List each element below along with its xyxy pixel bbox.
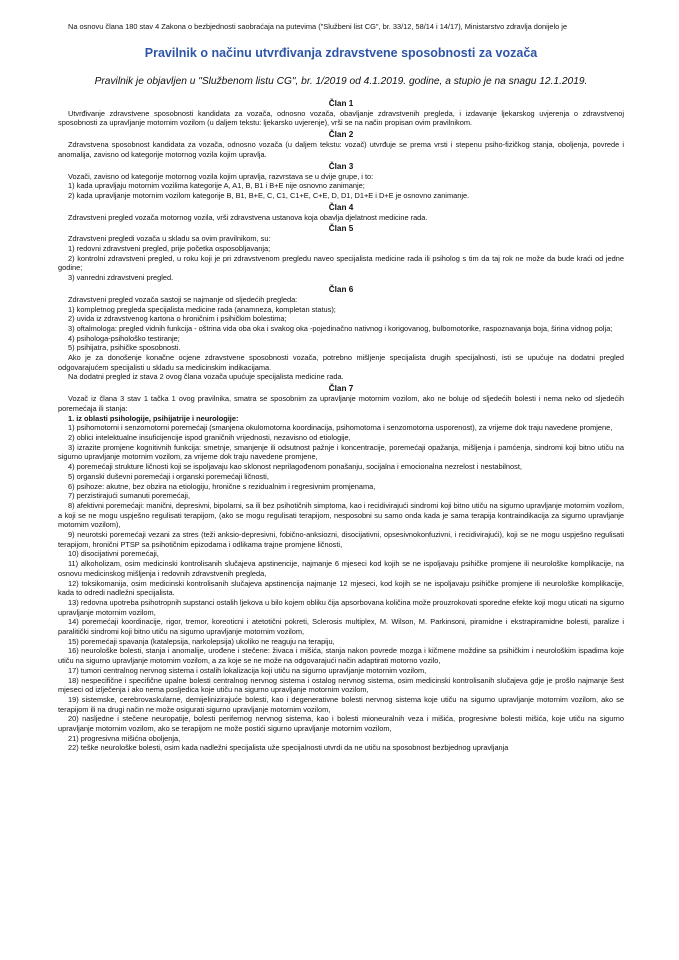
- intro-paragraph: Na osnovu člana 180 stav 4 Zakona o bezbjednosti saobraćaja na putevima ("Službeni list CG", br. 33/12, 58/14 i 14/17), Ministarstvo zdravlja donijelo je: [68, 22, 568, 31]
- list-item: 3) izrazite promjene kognitivnih funkcija: smetnje, smanjenje ili odsutnost pažnje i koncentracije, poremećaji opažanja, mišljenja i pamćenja, sindromi koji bitno utiču na sigurno upravljanje motornim vozilom, za vrijeme dok traju navedene promjene,: [58, 442, 624, 462]
- article-paragraph: 1) redovni zdravstveni pregled, prije početka osposobljavanja;: [68, 244, 271, 254]
- list-item: 15) poremećaji spavanja (katalepsija, narkolepsija) ukoliko ne reaguju na terapiju,: [68, 636, 335, 646]
- list-item: 11) alkoholizam, osim medicinski kontrolisanih slučajeva apstinencije, najmanje 6 mjeseci kod kojih se ne ispoljavaju psihičke promjene ili neurološke komplikacije, na osnovu medicinskog mišljenja i redovnih zdravstvenih pregleda,: [58, 559, 624, 578]
- article-heading: Član 6: [328, 284, 354, 294]
- article-heading: Član 1: [328, 98, 354, 108]
- list-item: 10) disocijativni poremećaji,: [68, 549, 159, 559]
- article-heading: Član 3: [328, 161, 354, 171]
- article-paragraph: Zdravstveni pregledi vozača u skladu sa ovim pravilnikom, su:: [68, 234, 271, 244]
- list-item: 17) tumori centralnog nervnog sistema i ostalih lokalizacija koji utiču na sigurno upravljanje motornim vozilom,: [68, 665, 427, 675]
- article-paragraph: 3) vanredni zdravstveni pregled.: [68, 273, 174, 283]
- articles: [58, 98, 624, 414]
- list-item: 9) neurotski poremećaji vezani za stres (teži anksio-depresivni, fobično-anksiozni, disocijativni, opsesivnokonfuzivni, i recidivirajući), koji se ne mogu uspješno regulisati terapijom, hronični PTSP sa psihotičnim epizodama i odlikama trajne promjene ličnosti,: [58, 530, 624, 549]
- article-paragraph: 1) kada upravljaju motornim vozilima kategorije A, A1, B, B1 i B+E nije osnovno zanimanje;: [68, 181, 365, 191]
- list-item: 7) perzistirajući sumanuti poremećaji,: [68, 491, 190, 501]
- article-paragraph: Ako je za donošenje konačne ocjene zdravstvene sposobnosti vozača, potrebno mišljenje specijalista drugih specijalnosti, isti se upućuje na dodatni pregled odgovarajućem specijalisti u skladu sa medicinskim indikacijama.: [58, 353, 624, 372]
- article-heading: Član 4: [328, 202, 354, 212]
- document-page: [58, 22, 624, 753]
- list-item: 12) toksikomanija, osim medicinski kontrolisanih slučajeva apstinencija najmanje 12 mjeseci, kod kojih se ne ispoljavaju psihičke promjene ili neurološke komplikacije, kada to odredi nadležni specijalista.: [58, 578, 624, 598]
- list-item: 13) redovna upotreba psihotropnih supstanci ostalih ljekova u bilo kojem obliku čija apsorbovana količina može prouzrokovati sporedne efekte koji mogu uticati na sigurno upravljanje motornim vozilom,: [58, 597, 624, 617]
- article-paragraph: 3) oftalmologa: pregled vidnih funkcija - oštrina vida oba oka i svakog oka -pojedinačno nativnog i korigovanog, bulbomotorike, raspoznavanja boja, širina vidnog polja;: [68, 323, 613, 333]
- article-paragraph: 1) kompletnog pregleda specijalista medicine rada (anamneza, kompletan status);: [68, 304, 336, 314]
- list-item: 19) sistemske, cerebrovaskularne, demijelinizirajuće bolesti, kao i degenerativne bolesti nervnog sistema koje utiču na sigurno upravljanje motornim vozilom, ako se terapijom ili na drugi način ne može osigurati sigurno upravljanje motornim vozilom,: [58, 694, 624, 714]
- article-paragraph: Na dodatni pregled iz stava 2 ovog člana vozača upućuje specijalista medicine rada.: [68, 372, 344, 382]
- article-paragraph: 2) kontrolni zdravstveni pregled, u roku koji je pri zdravstvenom pregledu naveo specijalista medicine rada ili psiholog s tim da taj rok ne može da bude kraći od jedne godine;: [58, 253, 624, 273]
- list-item: 16) neurološke bolesti, stanja i anomalije, urođene i stečene: živaca i mišića, stanja nakon povrede mozga i kičmene moždine sa psihičkim i neurološkim ispadima koje utiču na sigurno upravljanje motornim vozilom, a za koje se ne može na odgovarajući način adaptirati motorno vozilo,: [58, 646, 624, 666]
- article-heading: Član 2: [328, 130, 354, 140]
- section-heading: 1. iz oblasti psihologije, psihijatrije i neurologije:: [68, 413, 239, 423]
- list-item: 14) poremećaji koordinacije, rigor, tremor, koreoticni i atetotični pokreti, Sclerosis multiplex, M. Wilson, M. Parkinsoni, piramidne i ekstrapiramidne bolesti, paralize i paralitički sindromi koji bitno utiču na sigurno upravljanje motornim vozilom,: [58, 617, 624, 637]
- list-item: 21) progresivna mišićna oboljenja,: [68, 733, 181, 743]
- article-paragraph: 4) psihologa-psihološko testiranje;: [68, 333, 180, 343]
- document-title: Pravilnik o načinu utvrđivanja zdravstvene sposobnosti za vozača: [144, 45, 538, 60]
- article-paragraph: Vozač iz člana 3 stav 1 tačka 1 ovog pravilnika, smatra se sposobnim za upravljanje motornim vozilom, ako ne boluje od sljedećih bolesti i nema neko od sljedećih poremećaja ili stanja:: [58, 394, 624, 413]
- list-item: 4) poremećaji strukture ličnosti koji se ispoljavaju kao sklonost neprilagođenom ponašanju, socijalna i emocionalna nezrelost i nestabilnost,: [68, 462, 522, 472]
- article-paragraph: Zdravstveni pregled vozača sastoji se najmanje od sljedećih pregleda:: [68, 294, 298, 304]
- list-item: 20) nasljedne i stečene neuropatije, bolesti perifernog nervnog sistema, kao i bolesti mioneuralnih veza i mišića, progresivne bolesti mišića, koje utiču na sigurno upravljanje motornim vozilom, ako se terapijom ne može postići sigurno upravljanje motornim vozilom,: [58, 714, 624, 734]
- article-paragraph: Vozači, zavisno od kategorije motornog vozila kojim upravlja, razvrstava se u dvije grupe, i to:: [68, 171, 374, 181]
- article-heading: Član 7: [328, 384, 354, 394]
- article-paragraph: 2) kada upravljanje motornim vozilom kategorije B, B1, B+E, C, C1, C1+E, C+E, D, D1, D1+E i D+E je osnovno zanimanje.: [68, 190, 470, 200]
- list-item: 22) teške neurološke bolesti, osim kada nadležni specijalista uže specijalnosti utvrdi da ne utiču na sposobnost bezbjednog upravljanja: [68, 743, 509, 753]
- article-paragraph: Zdravstveni pregled vozača motornog vozila, vrši zdravstvena ustanova koja obavlja djelatnost medicine rada.: [68, 212, 428, 222]
- article-paragraph: 2) uvida iz zdravstvenog kartona o hroničnim i psihičkim bolestima;: [68, 314, 287, 324]
- article-paragraph: Zdravstvena sposobnost kandidata za vozača, odnosno vozača (u daljem tekstu: vozač) utvrđuje se prema vrsti i stepenu psiho-fizičkog stanja, oboljenja, povrede i anomalija, zavisno od kategorije motornog vozila kojim upravlja.: [58, 140, 624, 159]
- list-item: 1) psihomotorni i senzomotorni poremećaji (smanjena okulomotorna koordinacija, psihomotorna i senzomotorna usporenost), za vrijeme dok traju navedene promjene,: [68, 423, 613, 433]
- article-paragraph: 5) psihijatra, psihičke sposobnosti.: [68, 343, 181, 353]
- list-item: 18) nespecifične i specifične upalne bolesti centralnog nervnog sistema i ostalog nervnog sistema, osim medicinski kontrolisanih slučajeva gdje je prošlo najmanje šest mjeseci od izlječenja i ako nema posljedica koje utiču na sigurno upravljanje motornim vozilom,: [58, 675, 624, 695]
- article-paragraph: Utvrđivanje zdravstvene sposobnosti kandidata za vozača, odnosno vozača, obavljanje zdravstvenih pregleda, i izdavanje ljekarskog uvjerenja o zdravstvenoj sposobnosti za upravljanje motornim vozilom (u daljem tekstu: ljekarsko uvjerenje), vrši se na način propisan ovim pravilnikom.: [58, 108, 624, 128]
- article-heading: Član 5: [328, 224, 354, 234]
- list-item: 8) afektivni poremećaji: manični, depresivni, bipolarni, sa ili bez psihotičnih simptoma, kao i recidivirajući sindromi koji bitno utiču na sigurno upravljanje motornim vozilom, a koji se ne mogu uspješno regulisati terapijom, (ako se mogu regulisati terapijom, nesposobni su samo onda kada je sama terapija kontraindikacija za sigurno upravljanje motornim vozilom),: [58, 500, 624, 530]
- publication-note: Pravilnik je objavljen u "Službenom listu CG", br. 1/2019 od 4.1.2019. godine, a stupio je na snagu 12.1.2019.: [94, 75, 588, 87]
- list-item: 6) psihoze: akutne, bez obzira na etiologiju, hronične s rezidualnim i regresivnim promjenama,: [68, 481, 376, 491]
- list-item: 5) organski duševni poremećaji i organski poremećaji ličnosti,: [68, 471, 269, 481]
- list-item: 2) oblici intelektualne insuficijencije ispod graničnih vrijednosti, nezavisno od etiologije,: [68, 432, 351, 442]
- condition-list: [58, 423, 624, 753]
